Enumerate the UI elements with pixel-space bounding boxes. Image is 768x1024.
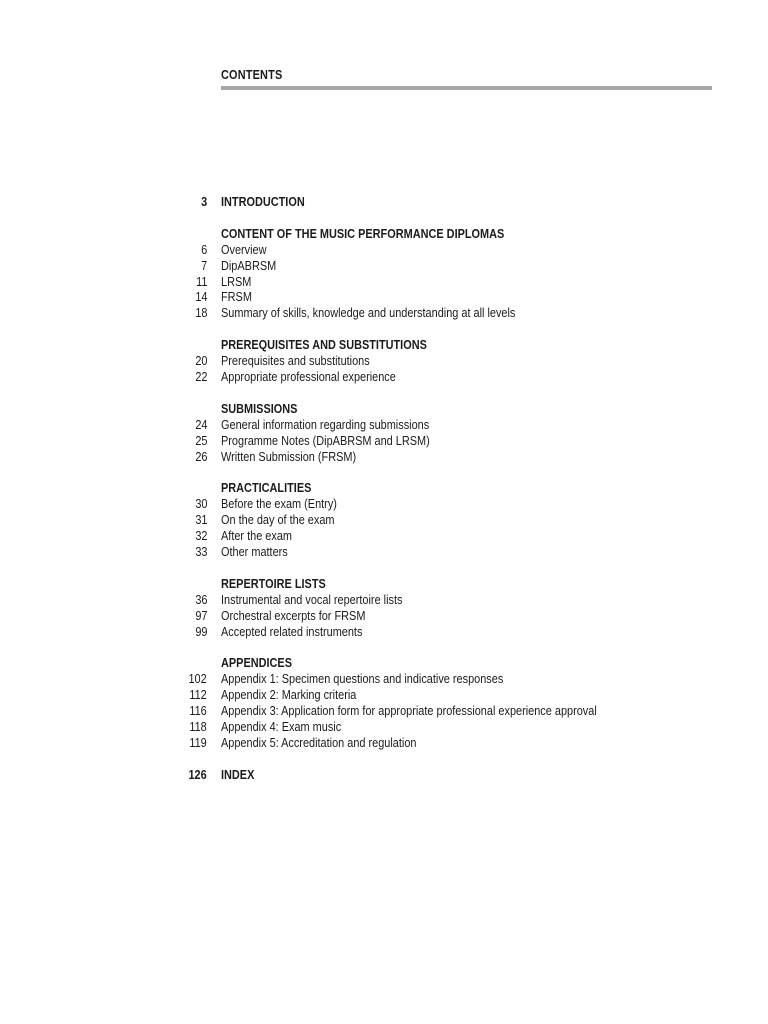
toc-entry	[170, 305, 730, 321]
toc-heading-entry	[170, 194, 730, 210]
toc-entry-title: PRACTICALITIES	[221, 480, 312, 496]
toc-entry-title: PREREQUISITES AND SUBSTITUTIONS	[221, 337, 427, 353]
toc-entry-title: DipABRSM	[221, 257, 277, 273]
page-title: CONTENTS	[221, 67, 283, 82]
header-rule	[221, 86, 712, 90]
table-of-contents	[170, 194, 730, 783]
toc-page-number	[170, 544, 207, 560]
toc-page-number-text: 99	[194, 623, 207, 639]
toc-spacer	[170, 385, 730, 401]
toc-entry	[170, 353, 730, 369]
toc-entry	[170, 496, 730, 512]
toc-section-heading	[170, 401, 730, 417]
toc-page-number-text: 119	[189, 734, 207, 750]
toc-entry-title: CONTENT OF THE MUSIC PERFORMANCE DIPLOMAS	[221, 225, 505, 241]
toc-entry	[170, 274, 730, 290]
toc-entry-title: Appendix 4: Exam music	[221, 719, 342, 735]
toc-page-number	[170, 289, 207, 305]
toc-entry-title: FRSM	[221, 289, 252, 305]
toc-entry	[170, 735, 730, 751]
toc-entry	[170, 512, 730, 528]
toc-entry	[170, 417, 730, 433]
toc-page-number	[170, 512, 207, 528]
toc-entry-title: Appropriate professional experience	[221, 369, 396, 385]
toc-page-number-text: 116	[189, 703, 207, 719]
toc-page-number-text: 11	[195, 273, 207, 289]
toc-page-number	[170, 480, 207, 496]
toc-entry-title: Other matters	[221, 544, 288, 560]
toc-spacer	[170, 560, 730, 576]
toc-page-number	[170, 401, 207, 417]
toc-page-number-text: 7	[200, 257, 207, 273]
toc-section-heading	[170, 655, 730, 671]
toc-entry-title: INTRODUCTION	[221, 194, 305, 209]
toc-entry	[170, 592, 730, 608]
toc-page-number	[170, 671, 207, 687]
toc-page-number	[170, 337, 207, 353]
toc-entry-title: Instrumental and vocal repertoire lists	[221, 591, 403, 607]
toc-entry-title: SUBMISSIONS	[221, 400, 298, 416]
toc-entry	[170, 528, 730, 544]
toc-section-heading	[170, 226, 730, 242]
toc-entry-title: REPERTOIRE LISTS	[221, 575, 326, 591]
toc-page-number-text: 126	[188, 766, 207, 782]
toc-page-number	[170, 719, 207, 735]
toc-entry-title: INDEX	[221, 766, 255, 782]
toc-section-heading	[170, 576, 730, 592]
toc-spacer	[170, 751, 730, 767]
toc-entry	[170, 608, 730, 624]
toc-page-number	[170, 305, 207, 321]
toc-page-number	[170, 417, 207, 433]
toc-entry-title: Appendix 5: Accreditation and regulation	[221, 734, 417, 750]
toc-entry	[170, 433, 730, 449]
toc-page-number	[170, 242, 207, 258]
toc-page-number-text: 32	[194, 528, 207, 544]
toc-spacer	[170, 210, 730, 226]
toc-page-number	[170, 274, 207, 290]
toc-page-number	[170, 258, 207, 274]
toc-page-number-text: 6	[200, 241, 207, 257]
toc-page-number-text: 14	[194, 289, 207, 305]
toc-page-number	[170, 528, 207, 544]
toc-page-number-text: 31	[194, 512, 207, 528]
toc-page-number-text: 24	[194, 416, 207, 432]
toc-page-number-text: 33	[194, 544, 207, 560]
toc-page-number-text: 3	[200, 194, 207, 209]
toc-entry-title: Orchestral excerpts for FRSM	[221, 607, 366, 623]
toc-page-number-text: 20	[194, 353, 207, 369]
toc-entry	[170, 449, 730, 465]
toc-page-number-text: 102	[188, 671, 207, 687]
toc-entry-title: Appendix 1: Specimen questions and indicative responses	[221, 671, 504, 687]
toc-entry-title: Summary of skills, knowledge and understanding at all levels	[221, 305, 516, 321]
toc-entry	[170, 687, 730, 703]
toc-spacer	[170, 639, 730, 655]
toc-entry	[170, 671, 730, 687]
toc-entry-title: Prerequisites and substitutions	[221, 353, 370, 369]
toc-page-number-text: 18	[194, 305, 207, 321]
toc-entry	[170, 703, 730, 719]
toc-entry-title: On the day of the exam	[221, 512, 335, 528]
toc-entry	[170, 719, 730, 735]
toc-entry	[170, 544, 730, 560]
toc-page-number	[170, 226, 207, 242]
toc-entry-title: Overview	[221, 241, 267, 257]
toc-page-number-text: 26	[194, 448, 207, 464]
toc-entry-title: Appendix 3: Application form for appropriate professional experience approval	[221, 703, 597, 719]
toc-page-number-text: 22	[194, 369, 207, 385]
toc-page-number	[170, 655, 207, 671]
toc-spacer	[170, 464, 730, 480]
toc-page-number	[170, 496, 207, 512]
toc-section-heading	[170, 480, 730, 496]
toc-page-number	[170, 767, 207, 783]
toc-entry-title: Written Submission (FRSM)	[221, 448, 357, 464]
toc-page-number-text: 118	[189, 719, 207, 735]
toc-entry-title: Appendix 2: Marking criteria	[221, 687, 357, 703]
toc-page-number	[170, 576, 207, 592]
toc-entry	[170, 624, 730, 640]
toc-page-number	[170, 624, 207, 640]
toc-entry-title: Programme Notes (DipABRSM and LRSM)	[221, 432, 430, 448]
toc-spacer	[170, 321, 730, 337]
toc-entry-title: APPENDICES	[221, 655, 293, 671]
toc-entry-title: General information regarding submissions	[221, 416, 430, 432]
toc-entry-title: LRSM	[221, 273, 252, 289]
toc-page-number-text: 25	[194, 432, 207, 448]
toc-page-number-text: 112	[189, 687, 207, 703]
toc-entry	[170, 369, 730, 385]
toc-page-number-text: 36	[194, 591, 207, 607]
toc-page-number	[170, 703, 207, 719]
toc-entry	[170, 289, 730, 305]
toc-entry-title: After the exam	[221, 528, 293, 544]
toc-heading-entry	[170, 767, 730, 783]
toc-page-number-text: 97	[194, 607, 207, 623]
toc-page-number	[170, 608, 207, 624]
toc-entry-title: Accepted related instruments	[221, 623, 363, 639]
toc-page-number	[170, 687, 207, 703]
toc-page-number	[170, 735, 207, 751]
toc-section-heading	[170, 337, 730, 353]
toc-entry	[170, 258, 730, 274]
toc-page-number	[170, 433, 207, 449]
toc-page-number	[170, 369, 207, 385]
toc-page-number	[170, 449, 207, 465]
toc-page-number-text: 30	[194, 496, 207, 512]
toc-entry	[170, 242, 730, 258]
toc-page-number	[170, 194, 207, 210]
toc-page-number	[170, 592, 207, 608]
page-header	[221, 66, 712, 90]
toc-page-number	[170, 353, 207, 369]
toc-entry-title: Before the exam (Entry)	[221, 496, 337, 512]
